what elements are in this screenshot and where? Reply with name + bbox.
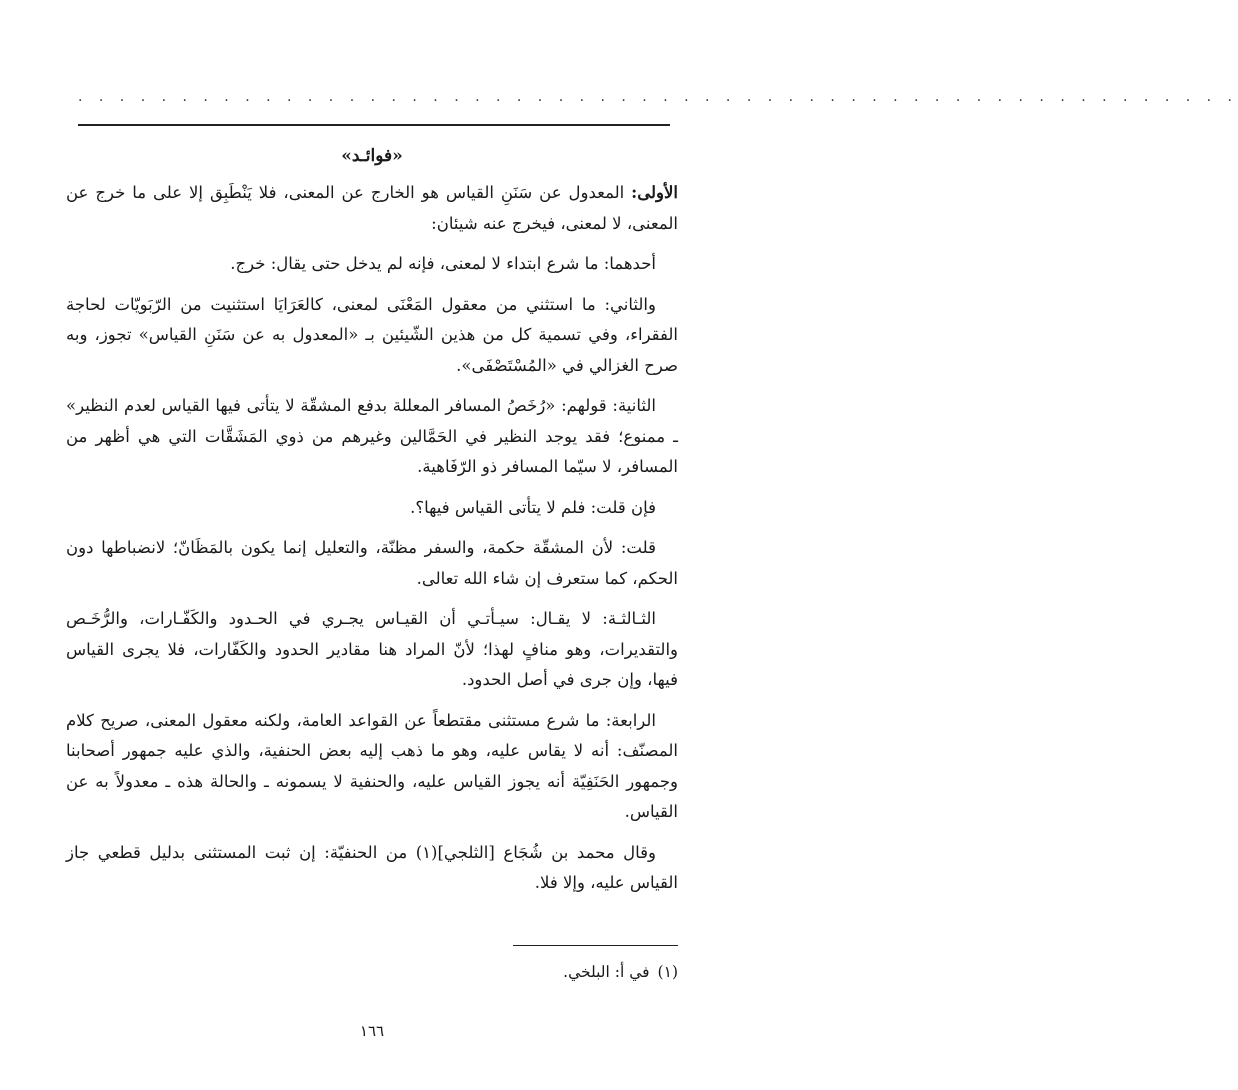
paragraph-6: قلت: لأن المشقّة حكمة، والسفر مظنّة، والتعليل إنما يكون بالمَظَانّ؛ لانضباطها دون الحكم، كما ستعرف إن شاء الله تعالى. <box>66 538 678 588</box>
paragraph-lead: الأولى: <box>631 183 678 202</box>
dotted-rule: . . . . . . . . . . . . . . . . . . . . . . . . . . . . . . . . . . . . . . . . . . . . . . . . . . . . . . . . <box>78 89 1238 105</box>
page-number: ١٦٦ <box>359 1022 385 1040</box>
section-heading: «فوائـد» <box>341 146 403 166</box>
footnote <box>66 960 678 984</box>
paragraph-1: الأولى: المعدول عن سَنَنِ القياس هو الخارج عن المعنى، فلا يَنْطَبِق إلا على ما خرج عن المعنى، لا لمعنى، فيخرج عنه شيئان: <box>66 183 678 233</box>
header-rule <box>78 124 670 126</box>
paragraph-3: والثاني: ما استثني من معقول المَعْنَى لمعنى، كالعَرَايَا استثنيت من الرّبَويّات لحاجة الفقراء، وفي تسمية كل من هذين الشّيئين بـ «المعدول به عن سَنَنِ القياس» تجوز، وبه صرح الغزالي في «المُسْتَصْفَى». <box>66 294 678 375</box>
paragraph-7: الثـالثـة: لا يقـال: سيـأتـي أن القيـاس يجـري في الحـدود والكَفّـارات، والرُّخَـص والتقديرات، وهو منافٍ لهذا؛ لأنّ المراد هنا مقادير الحدود والكَفّارات، فلا يجرى القياس فيها، وإن جرى في أصل الحدود. <box>66 609 678 689</box>
paragraph-5: فإن قلت: فلم لا يتأتى القياس فيها؟. <box>410 497 656 517</box>
footnote-text: في أ: البلخي. <box>563 963 650 981</box>
paragraph-2: أحدهما: ما شرع ابتداء لا لمعنى، فإنه لم يدخل حتى يقال: خرج. <box>230 254 656 273</box>
footnote-number: (١) <box>657 963 678 981</box>
paragraph-8: الرابعة: ما شرع مستثنى مقتطعاً عن القواعد العامة، ولكنه معقول المعنى، صريح كلام المصنّف: أنه لا يقاس عليه، وهو ما ذهب إليه بعض الحنفية، والذي عليه جمهور أصحابنا وجمهور الحَنَفِيّة أنه يجوز القياس عليه، والحنفية لا يسمونه ـ والحالة هذه ـ معدولاً به عن القياس. <box>66 710 678 821</box>
paragraph-4: الثانية: قولهم: «رُخَصُ المسافر المعللة بدفع المشقّة لا يتأتى فيها القياس لعدم النظير» ـ ممنوع؛ فقد يوجد النظير في الحَمَّالين وغيرهم من ذوي المَشَقَّات التي هي أظهر من المسافر، لا سيّما المسافر ذو الرّفَاهية. <box>66 396 678 476</box>
paragraph-9: وقال محمد بن شُجَاع [الثلجي](١) من الحنفيّة: إن ثبت المستثنى بدليل قطعي جاز القياس عليه، وإلا فلا. <box>66 842 678 892</box>
footnote-rule <box>513 945 678 946</box>
body-text <box>66 178 678 909</box>
